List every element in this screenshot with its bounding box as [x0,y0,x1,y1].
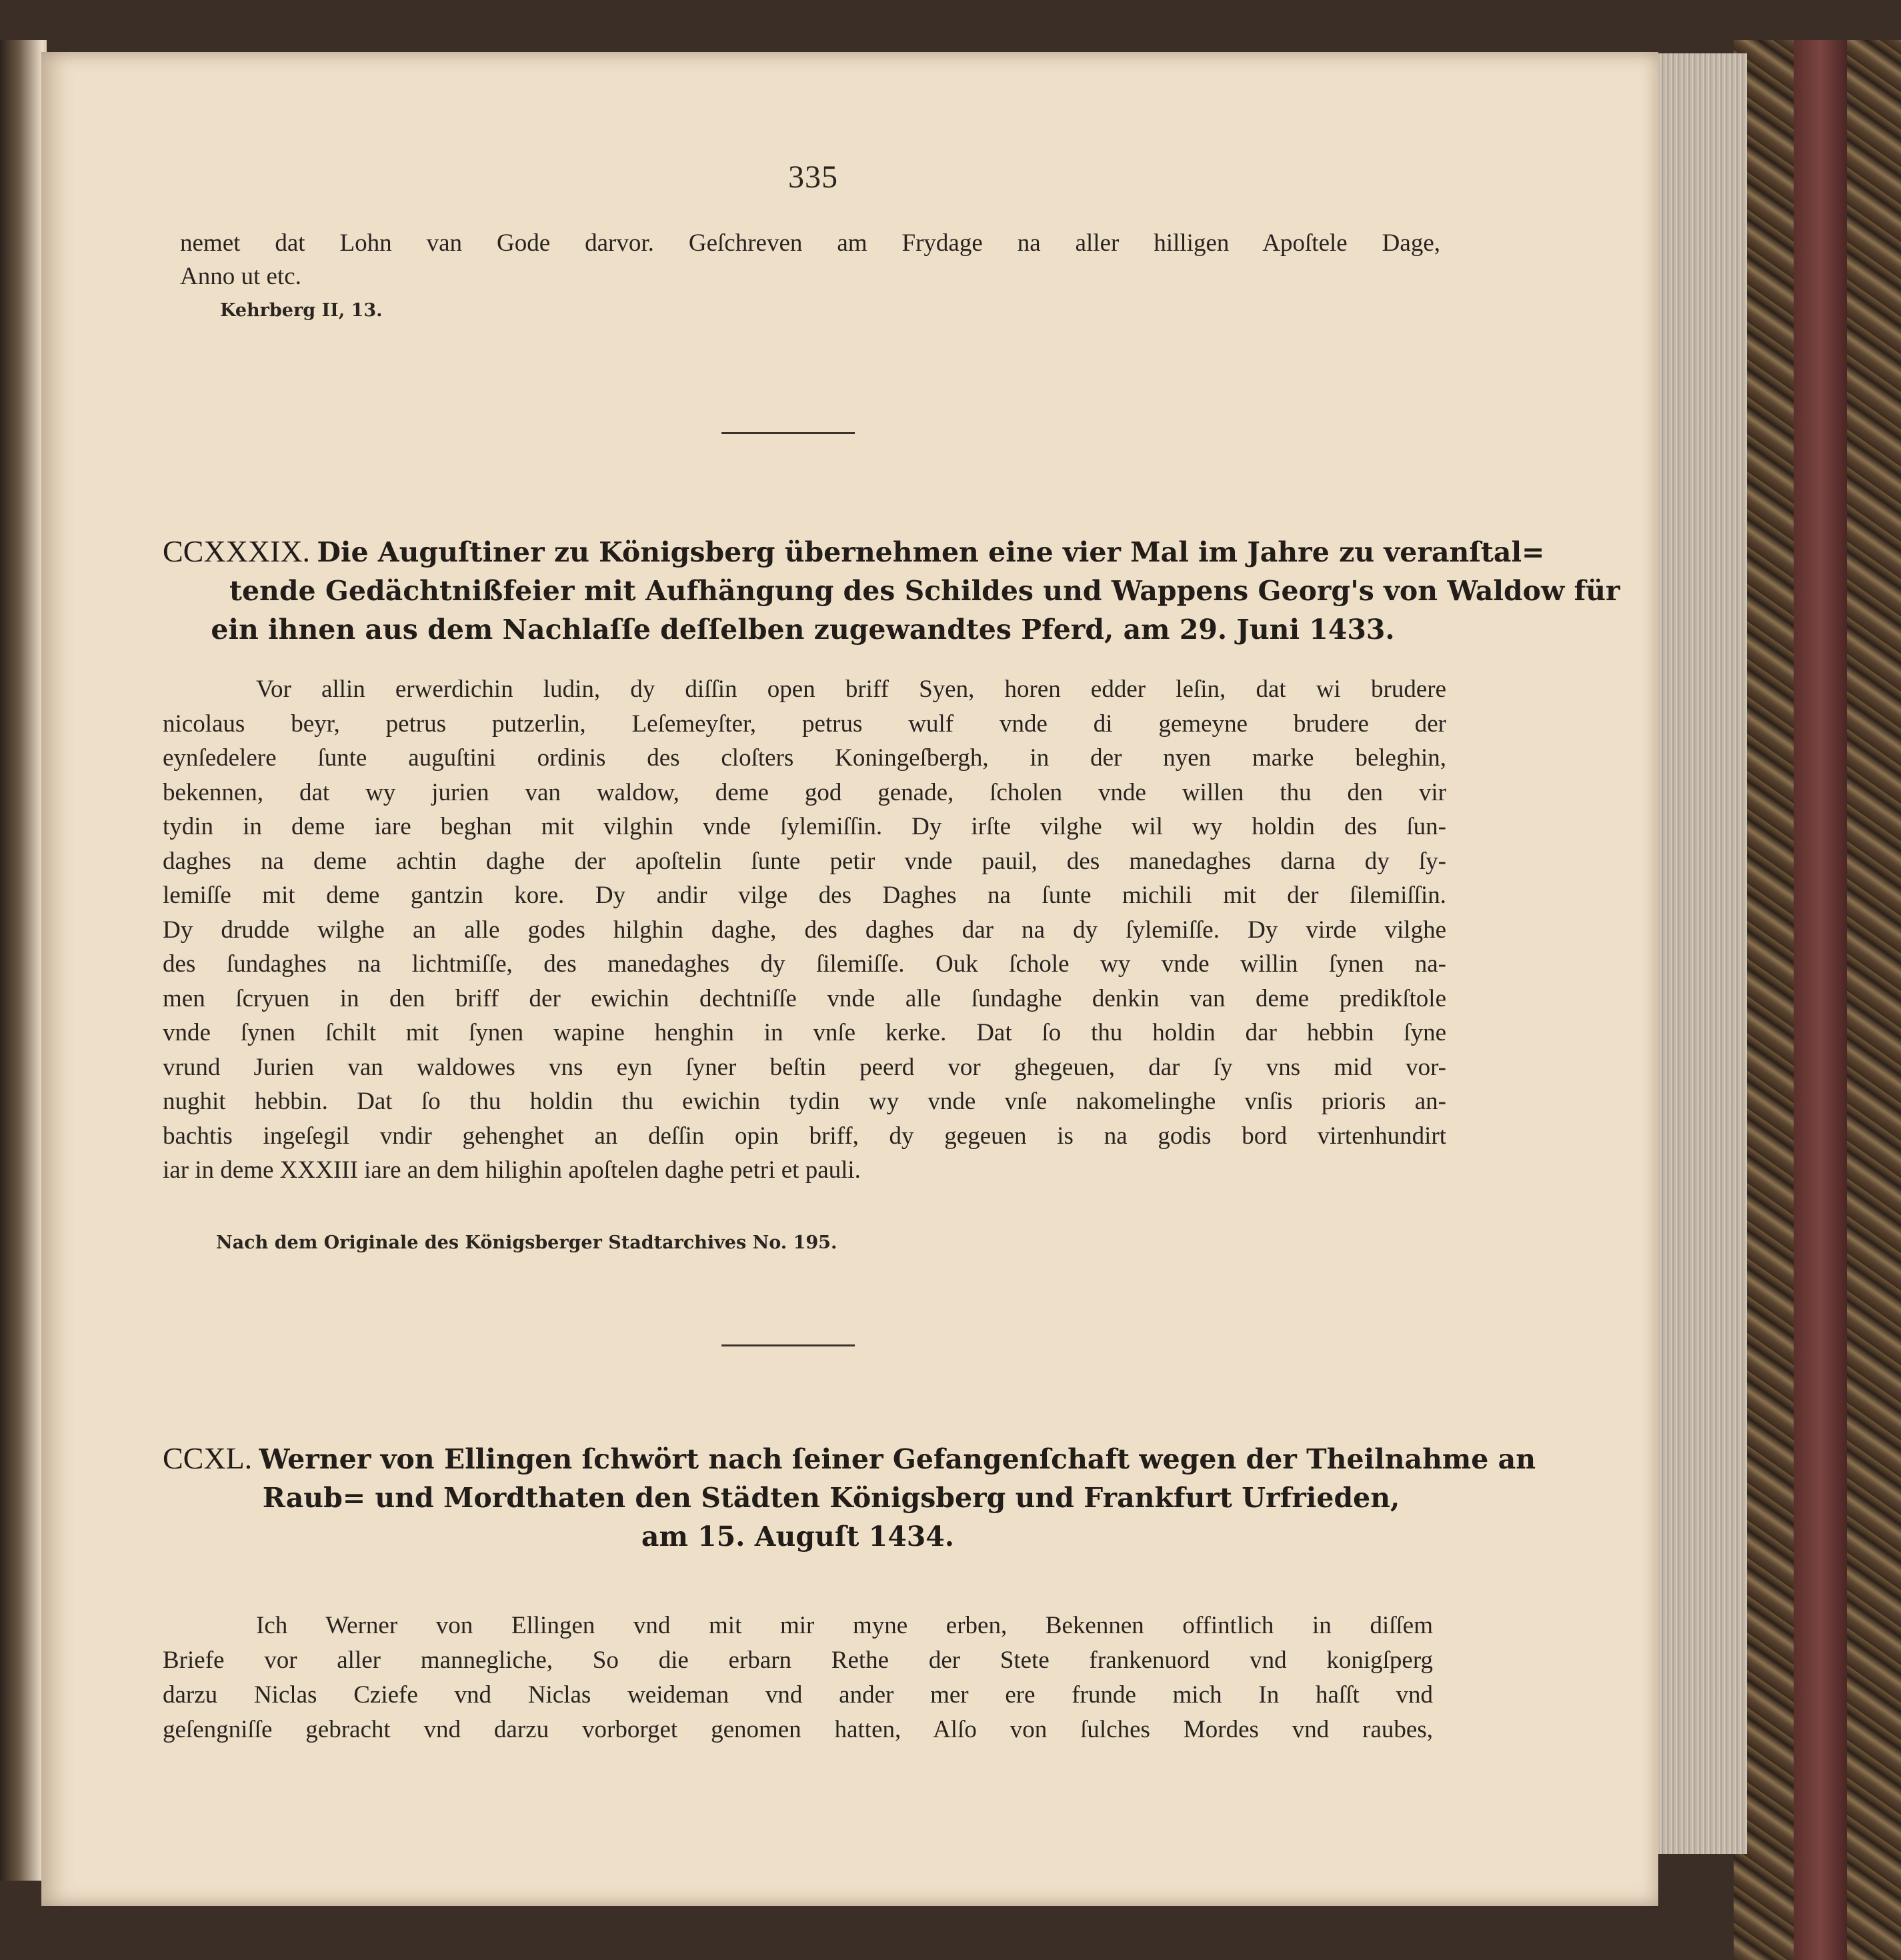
doc-239-heading-line: Die Auguſtiner zu Königsberg übernehmen eine vier Mal im Jahre zu veranſtal= [317,536,1545,568]
text-line: bachtis ingeſegil vndir gehenghet an deſſin opin briff, dy gegeuen is na godis bord virtenhundirt [163,1122,1446,1150]
doc-239-heading [163,532,1620,649]
top-continuation-text [180,227,1440,293]
doc-240-number: CCXL. [163,1441,253,1475]
text-line: Briefe vor aller mannegliche, So die erbarn Rethe der Stete frankenuord vnd konigſperg [163,1647,1433,1674]
doc-240-heading-line: Werner von Ellingen ſchwört nach ſeiner Gefangenſchaft wegen der Theilnahme an [259,1443,1536,1475]
page-stack-edges [1654,53,1747,1854]
text-line: geſengniſſe gebracht vnd darzu vorborget genomen hatten, Alſo von ſulches Mordes vnd raubes, [163,1716,1433,1743]
citation-koenigsberg-archive: Nach dem Originale des Königsberger Stadtarchives No. 195. [216,1232,837,1253]
text-line: Dy drudde wilghe an alle godes hilghin daghe, des daghes dar na dy ſylemiſſe. Dy virde vilghe [163,916,1446,944]
citation-kehrberg: Kehrberg II, 13. [220,300,383,321]
left-page-edge [0,40,47,1881]
text-line: men ſcryuen in den briff der ewichin dechtniſſe vnde alle ſundaghe denkin van deme predikſtole [163,984,1446,1012]
text-line: vrund Jurien van waldowes vns eyn ſyner beſtin peerd vor ghegeuen, dar ſy vns mid vor- [163,1053,1446,1081]
text-line: bekennen, dat wy jurien van waldow, deme god genade, ſcholen vnde willen thu den vir [163,778,1446,806]
book-page [41,52,1658,1906]
text-line: Ich Werner von Ellingen vnd mit mir myne erben, Bekennen offintlich in diſſem [256,1612,1433,1639]
doc-239-number: CCXXXIX. [163,534,311,568]
text-line: Vor allin erwerdichin ludin, dy diſſin open briff Syen, horen edder leſin, dat wi brudere [256,676,1446,703]
section-divider [721,1344,855,1346]
text-line: darzu Niclas Cziefe vnd Niclas weideman vnd ander mer ere frunde mich In haſſt vnd [163,1681,1433,1709]
text-line: tydin in deme iare beghan mit vilghin vnde ſylemiſſin. Dy irſte vilghe wil wy holdin des ſun- [163,813,1446,840]
text-line: nughit hebbin. Dat ſo thu holdin thu ewichin tydin wy vnde vnſe nakomelinghe vnſis prioris an- [163,1088,1446,1115]
page-number: 335 [788,159,838,195]
doc-240-heading [163,1439,1536,1556]
text-line: vnde ſynen ſchilt mit ſynen wapine henghin in vnſe kerke. Dat ſo thu holdin dar hebbin ſyne [163,1019,1446,1046]
section-divider [721,432,855,434]
doc-240-body [163,1609,1433,1747]
text-line: eynſedelere ſunte auguſtini ordinis des cloſters Koningeſbergh, in der nyen marke beleghin, [163,744,1446,772]
text-line: nemet dat Lohn van Gode darvor. Geſchreven am Frydage na aller hilligen Apoſtele Dage, [180,229,1440,257]
doc-240-heading-line: Raub= und Mordthaten den Städten Königsberg und Frankfurt Urfrieden, [262,1482,1400,1514]
text-line: daghes na deme achtin daghe der apoſtelin ſunte petir vnde pauil, des manedaghes darna dy ſy- [163,847,1446,875]
text-line: lemiſſe mit deme gantzin kore. Dy andir vilge des Daghes na ſunte michili mit der ſilemiſſin. [163,882,1446,909]
doc-239-body [163,672,1446,1188]
doc-239-heading-line: tende Gedächtnißfeier mit Aufhängung des Schildes und Wappens Georg's von Waldow für [229,575,1620,607]
leather-spine-strip [1794,40,1847,1960]
doc-240-heading-line: am 15. Auguſt 1434. [641,1521,955,1553]
text-line: Anno ut etc. [180,263,301,290]
doc-239-heading-line: ein ihnen aus dem Nachlaſſe deſſelben zugewandtes Pferd, am 29. Juni 1433. [211,614,1395,646]
text-line: nicolaus beyr, petrus putzerlin, Leſemeyſter, petrus wulf vnde di gemeyne brudere der [163,710,1446,738]
text-line: iar in deme XXXIII iare an dem hilighin apoſtelen daghe petri et pauli. [163,1156,861,1184]
text-line: des ſundaghes na lichtmiſſe, des manedaghes dy ſilemiſſe. Ouk ſchole wy vnde willin ſynen na- [163,950,1446,978]
